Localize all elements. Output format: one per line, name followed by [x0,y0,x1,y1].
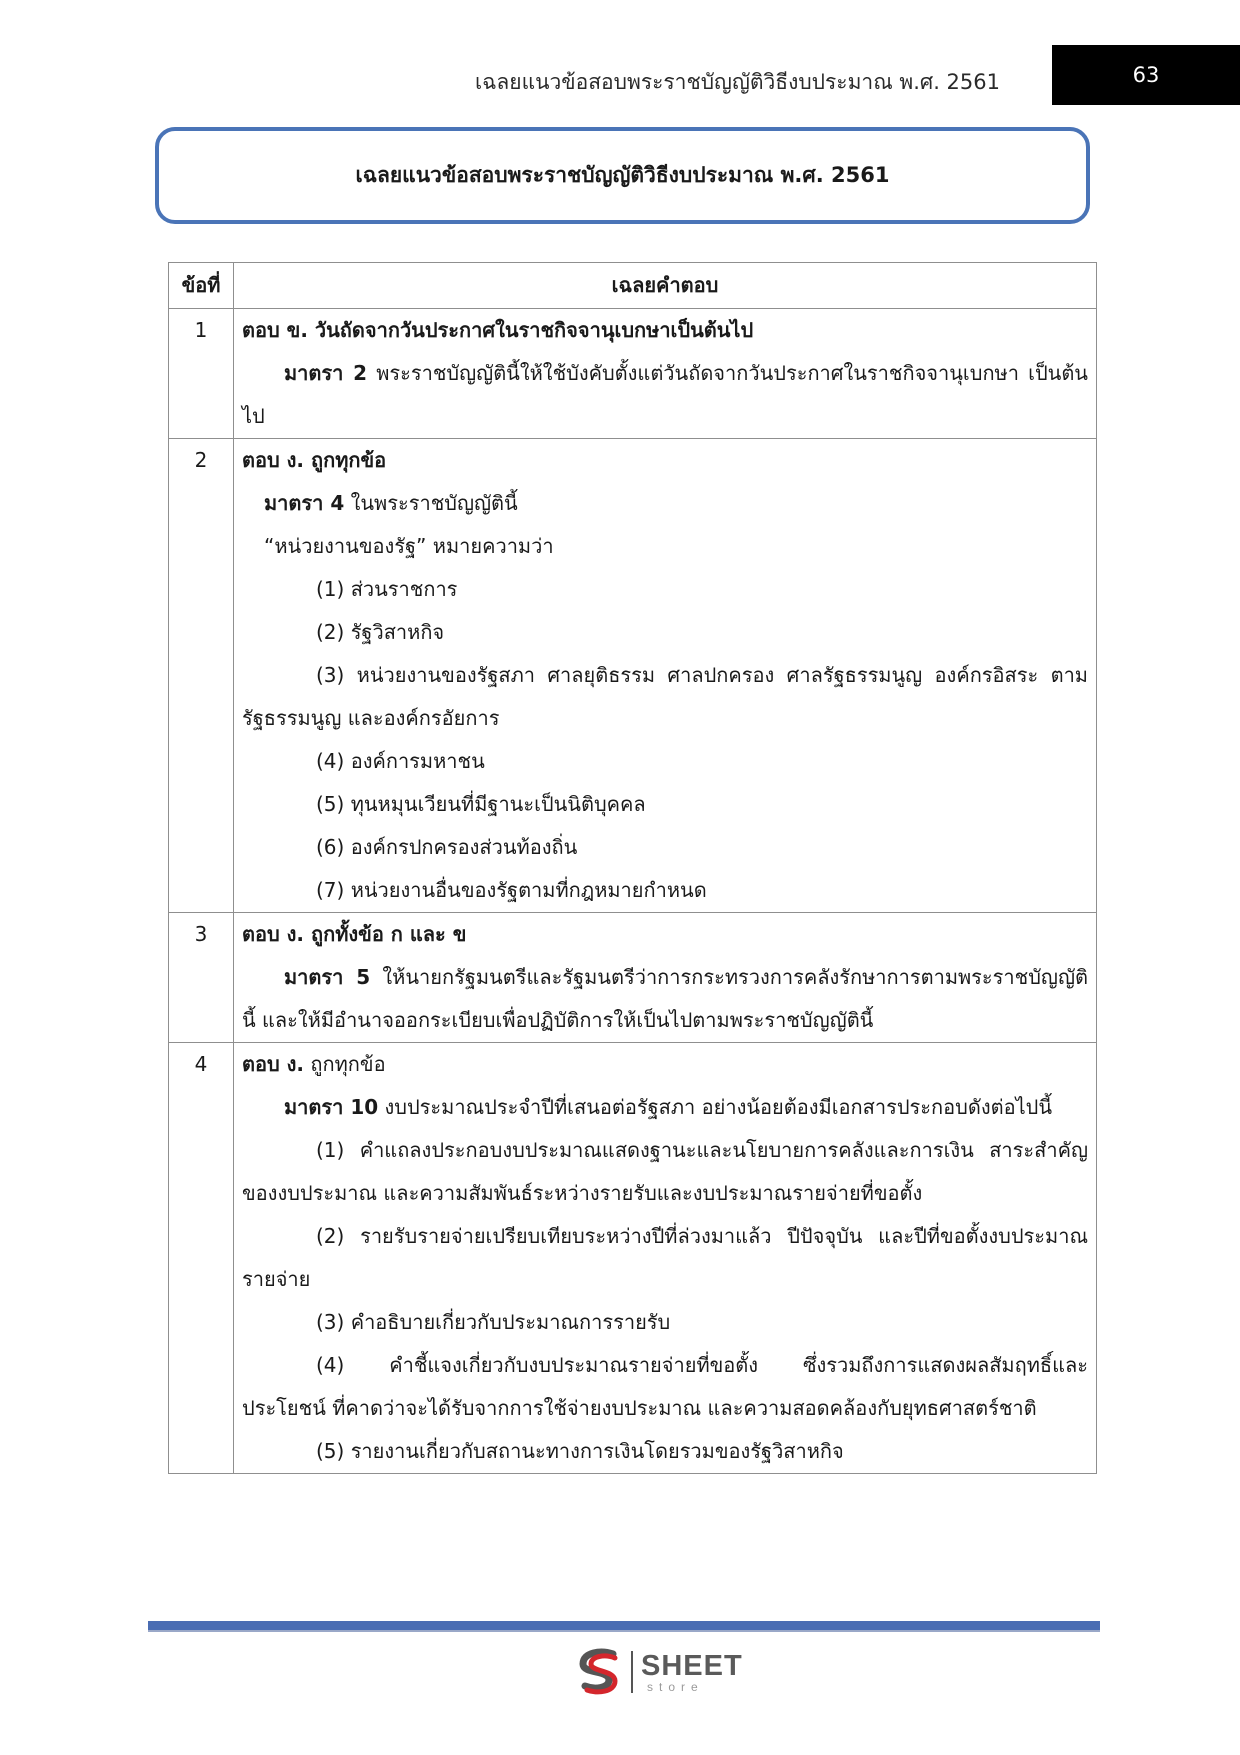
table-row [169,913,1097,1043]
section-label: มาตรา 2 [284,361,368,385]
section-text: งบประมาณประจำปีที่เสนอต่อรัฐสภา อย่างน้อยต้องมีเอกสารประกอบดังต่อไปนี้ [378,1095,1053,1119]
row-number: 4 [169,1043,234,1474]
logo-wordmark: SHEET [641,1649,743,1682]
running-header-title: เฉลยแนวข้อสอบพระราชบัญญัติวิธีงบประมาณ พ.ศ. 2561 [474,70,1000,94]
answer-choice: ตอบ ง. [242,1052,305,1076]
footer-divider [148,1621,1100,1630]
row-answer-cell [234,439,1097,913]
page-number: 63 [1052,45,1240,105]
document-title: เฉลยแนวข้อสอบพระราชบัญญัติวิธีงบประมาณ พ.ศ. 2561 [355,163,890,187]
section-text: ในพระราชบัญญัตินี้ [344,491,518,515]
logo-subtitle: store [647,1679,704,1694]
section-label: มาตรา 10 [284,1095,379,1119]
list-item: (4) คำชี้แจงเกี่ยวกับงบประมาณรายจ่ายที่ขอตั้ง ซึ่งรวมถึงการแสดงผลสัมฤทธิ์และประโยชน์ ที่คาดว่าจะได้รับจากการใช้จ่ายงบประมาณ และความสอดคล้องกับยุทธศาสตร์ชาติ [242,1353,1088,1420]
logo-text [641,1649,743,1694]
list-item: (2) รัฐวิสาหกิจ [316,620,445,644]
answer-line: ตอบ ข. วันถัดจากวันประกาศในราชกิจจานุเบกษาเป็นต้นไป [242,318,754,342]
list-item: (2) รายรับรายจ่ายเปรียบเทียบระหว่างปีที่ล่วงมาแล้ว ปีปัจจุบัน และปีที่ขอตั้งงบประมาณรายจ่าย [242,1224,1088,1291]
section-paragraph [242,956,1088,1042]
section-label: มาตรา 5 [284,965,371,989]
list-item: (3) หน่วยงานของรัฐสภา ศาลยุติธรรม ศาลปกครอง ศาลรัฐธรรมนูญ องค์กรอิสระ ตามรัฐธรรมนูญ และองค์กรอัยการ [242,663,1088,730]
list-item: (4) องค์การมหาชน [316,749,485,773]
list-item: (5) ทุนหมุนเวียนที่มีฐานะเป็นนิติบุคคล [316,792,646,816]
list-item: (7) หน่วยงานอื่นของรัฐตามที่กฎหมายกำหนด [316,878,707,902]
answer-text: ถูกทุกข้อ [304,1052,386,1076]
list-item: (5) รายงานเกี่ยวกับสถานะทางการเงินโดยรวมของรัฐวิสาหกิจ [316,1439,844,1463]
list-item: (1) คำแถลงประกอบงบประมาณแสดงฐานะและนโยบายการคลังและการเงิน สาระสำคัญของงบประมาณ และความสัมพันธ์ระหว่างรายรับและงบประมาณรายจ่ายที่ขอตั้ง [242,1138,1088,1205]
logo-separator [631,1651,633,1693]
table-header-row [169,263,1097,309]
column-header-answer: เฉลยคำตอบ [234,263,1097,309]
sheet-store-logo [573,1643,743,1701]
row-number: 1 [169,309,234,439]
list-item: (1) ส่วนราชการ [316,577,458,601]
table-row [169,439,1097,913]
column-header-number: ข้อที่ [169,263,234,309]
answer-line: ตอบ ง. ถูกทั้งข้อ ก และ ข [242,922,467,946]
row-answer-cell [234,913,1097,1043]
table-row [169,1043,1097,1474]
row-answer-cell [234,309,1097,439]
row-number: 2 [169,439,234,913]
section-paragraph [242,352,1088,438]
row-answer-cell [234,1043,1097,1474]
table-row [169,309,1097,439]
answer-table [168,262,1097,1474]
answer-line: ตอบ ง. ถูกทุกข้อ [242,448,387,472]
section-text: พระราชบัญญัตินี้ให้ใช้บังคับตั้งแต่วันถัดจากวันประกาศในราชกิจจานุเบกษา เป็นต้นไป [242,361,1088,428]
section-paragraph [242,1086,1088,1129]
definition-line: “หน่วยงานของรัฐ” หมายความว่า [264,534,554,558]
document-title-box [155,127,1090,224]
answer-line [242,1043,1088,1086]
list-item: (6) องค์กรปกครองส่วนท้องถิ่น [316,835,578,859]
list-item: (3) คำอธิบายเกี่ยวกับประมาณการรายรับ [316,1310,671,1334]
sheet-logo-icon [573,1646,625,1698]
section-label: มาตรา 4 [264,491,345,515]
section-paragraph [242,482,1088,525]
section-text: ให้นายกรัฐมนตรีและรัฐมนตรีว่าการกระทรวงการคลังรักษาการตามพระราชบัญญัตินี้ และให้มีอำนาจออกระเบียบเพื่อปฏิบัติการให้เป็นไปตามพระราชบัญญัตินี้ [242,965,1088,1032]
row-number: 3 [169,913,234,1043]
